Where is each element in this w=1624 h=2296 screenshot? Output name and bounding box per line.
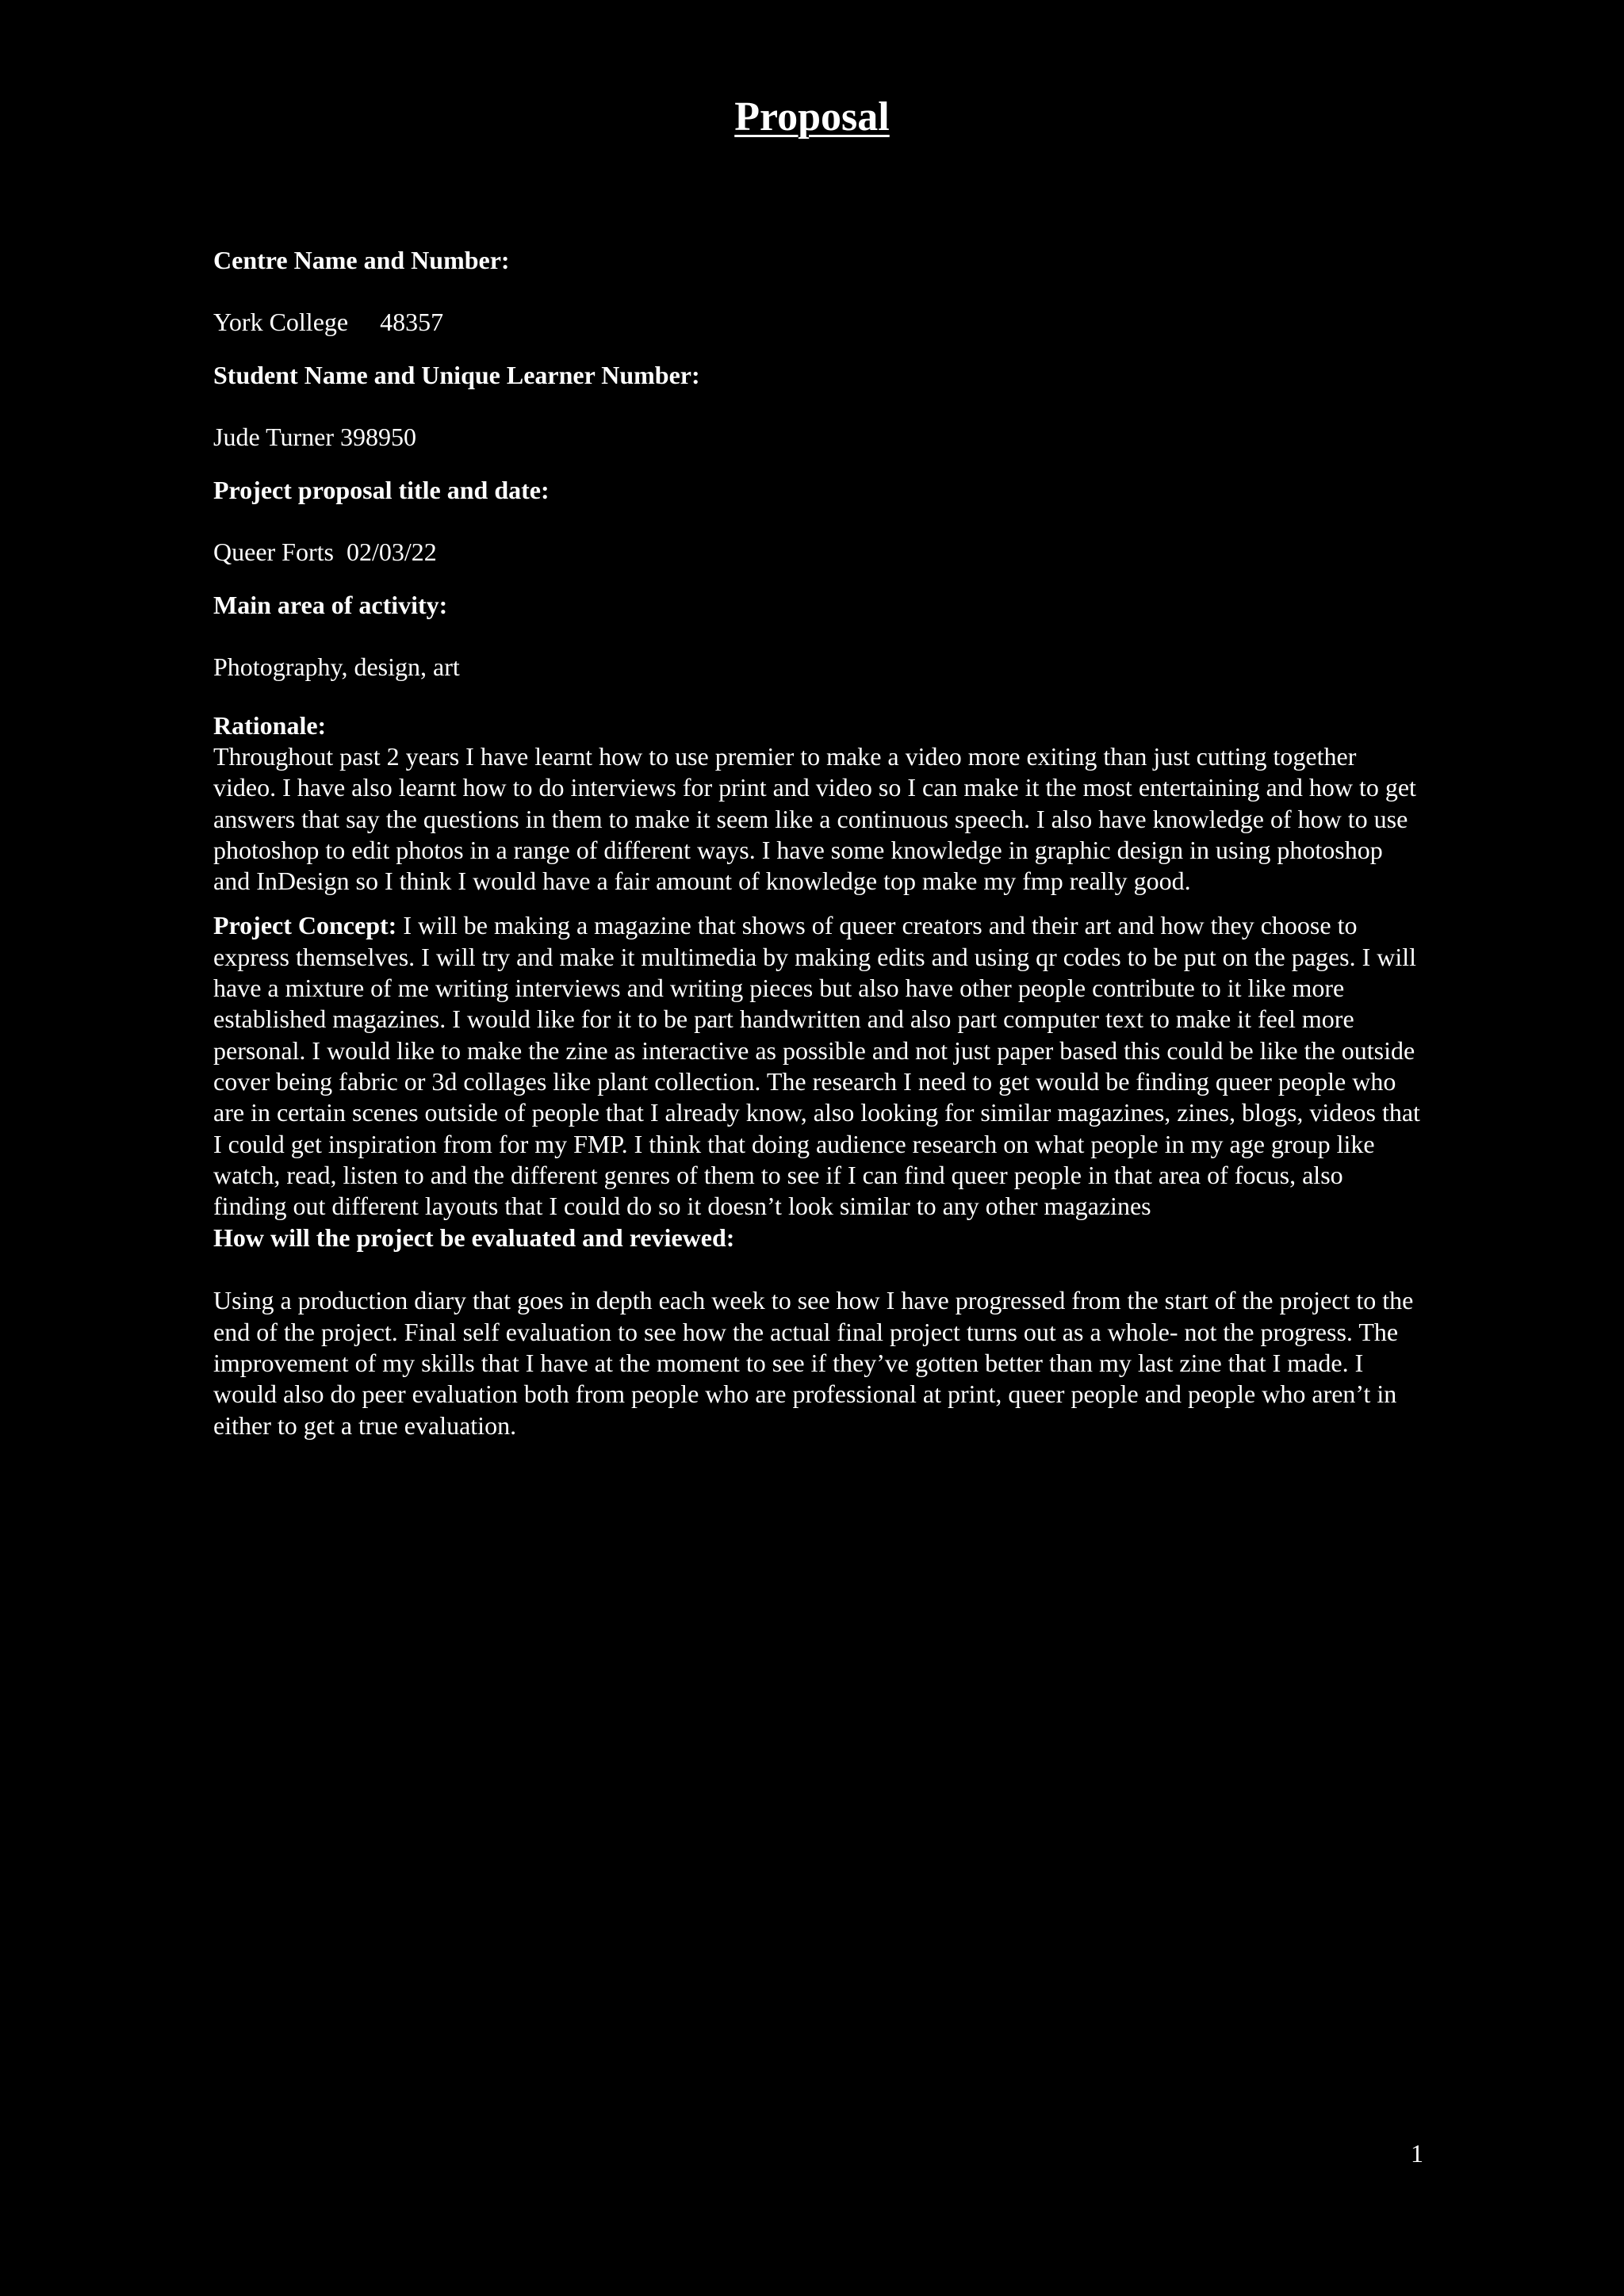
evaluation-text: Using a production diary that goes in depth each week to see how I have progressed from the start of the project to the end of the project. Final self evaluation to see how the actual final project turns out as a whole- not the progress. The improvement of my skills that I have at the moment to see if they’ve gotten better than my last zine that I made. I would also do peer evaluation both from people who are professional at print, queer people and people who aren’t in either to get a true evaluation.: [213, 1286, 1414, 1440]
page-title: Proposal: [734, 94, 890, 140]
student-value: Jude Turner 398950: [213, 423, 417, 451]
project-concept-paragraph: [213, 910, 1420, 1222]
evaluation-label: How will the project be evaluated and reviewed:: [213, 1223, 735, 1253]
centre-label: Centre Name and Number:: [213, 246, 510, 274]
project-title-label: Project proposal title and date:: [213, 476, 550, 504]
student-label: Student Name and Unique Learner Number:: [213, 361, 700, 389]
rationale-label: Rationale:: [213, 711, 327, 740]
proposal-content: [213, 244, 1420, 1441]
activity-label: Main area of activity:: [213, 591, 448, 619]
rationale-text: Throughout past 2 years I have learnt how to use premier to make a video more exiting than just cutting together video. I have also learnt how to do interviews for print and video so I can make it the most entertaining and how to get answers that say the questions in them to make it seem like a continuous speech. I also have knowledge of how to use photoshop to edit photos in a range of different ways. I have some knowledge in graphic design in using photoshop and InDesign so I think I would have a fair amount of knowledge top make my fmp really good.: [213, 742, 1416, 896]
project-concept-label: Project Concept:: [213, 911, 397, 940]
centre-value: York College 48357: [213, 308, 444, 336]
project-title-value: Queer Forts 02/03/22: [213, 538, 437, 566]
page-number: 1: [1411, 2139, 1423, 2168]
activity-value: Photography, design, art: [213, 652, 460, 681]
project-concept-text: I will be making a magazine that shows of queer creators and their art and how they choose to express themselves. I will try and make it multimedia by making edits and using qr codes to be put on the pages. I will have a mixture of me writing interviews and writing pieces but also have other people contribute to it like more established magazines. I would like for it to be part handwritten and also part computer text to make it feel more personal. I would like to make the zine as interactive as possible and not just paper based this could be like the outside cover being fabric or 3d collages like plant collection. The research I need to get would be finding queer people who are in certain scenes outside of people that I already know, also looking for similar magazines, zines, blogs, videos that I could get inspiration from for my FMP. I think that doing audience research on what people in my age group like watch, read, listen to and the different genres of them to see if I can find queer people in that area of focus, also finding out different layouts that I could do so it doesn’t look similar to any other magazines: [213, 911, 1420, 1221]
